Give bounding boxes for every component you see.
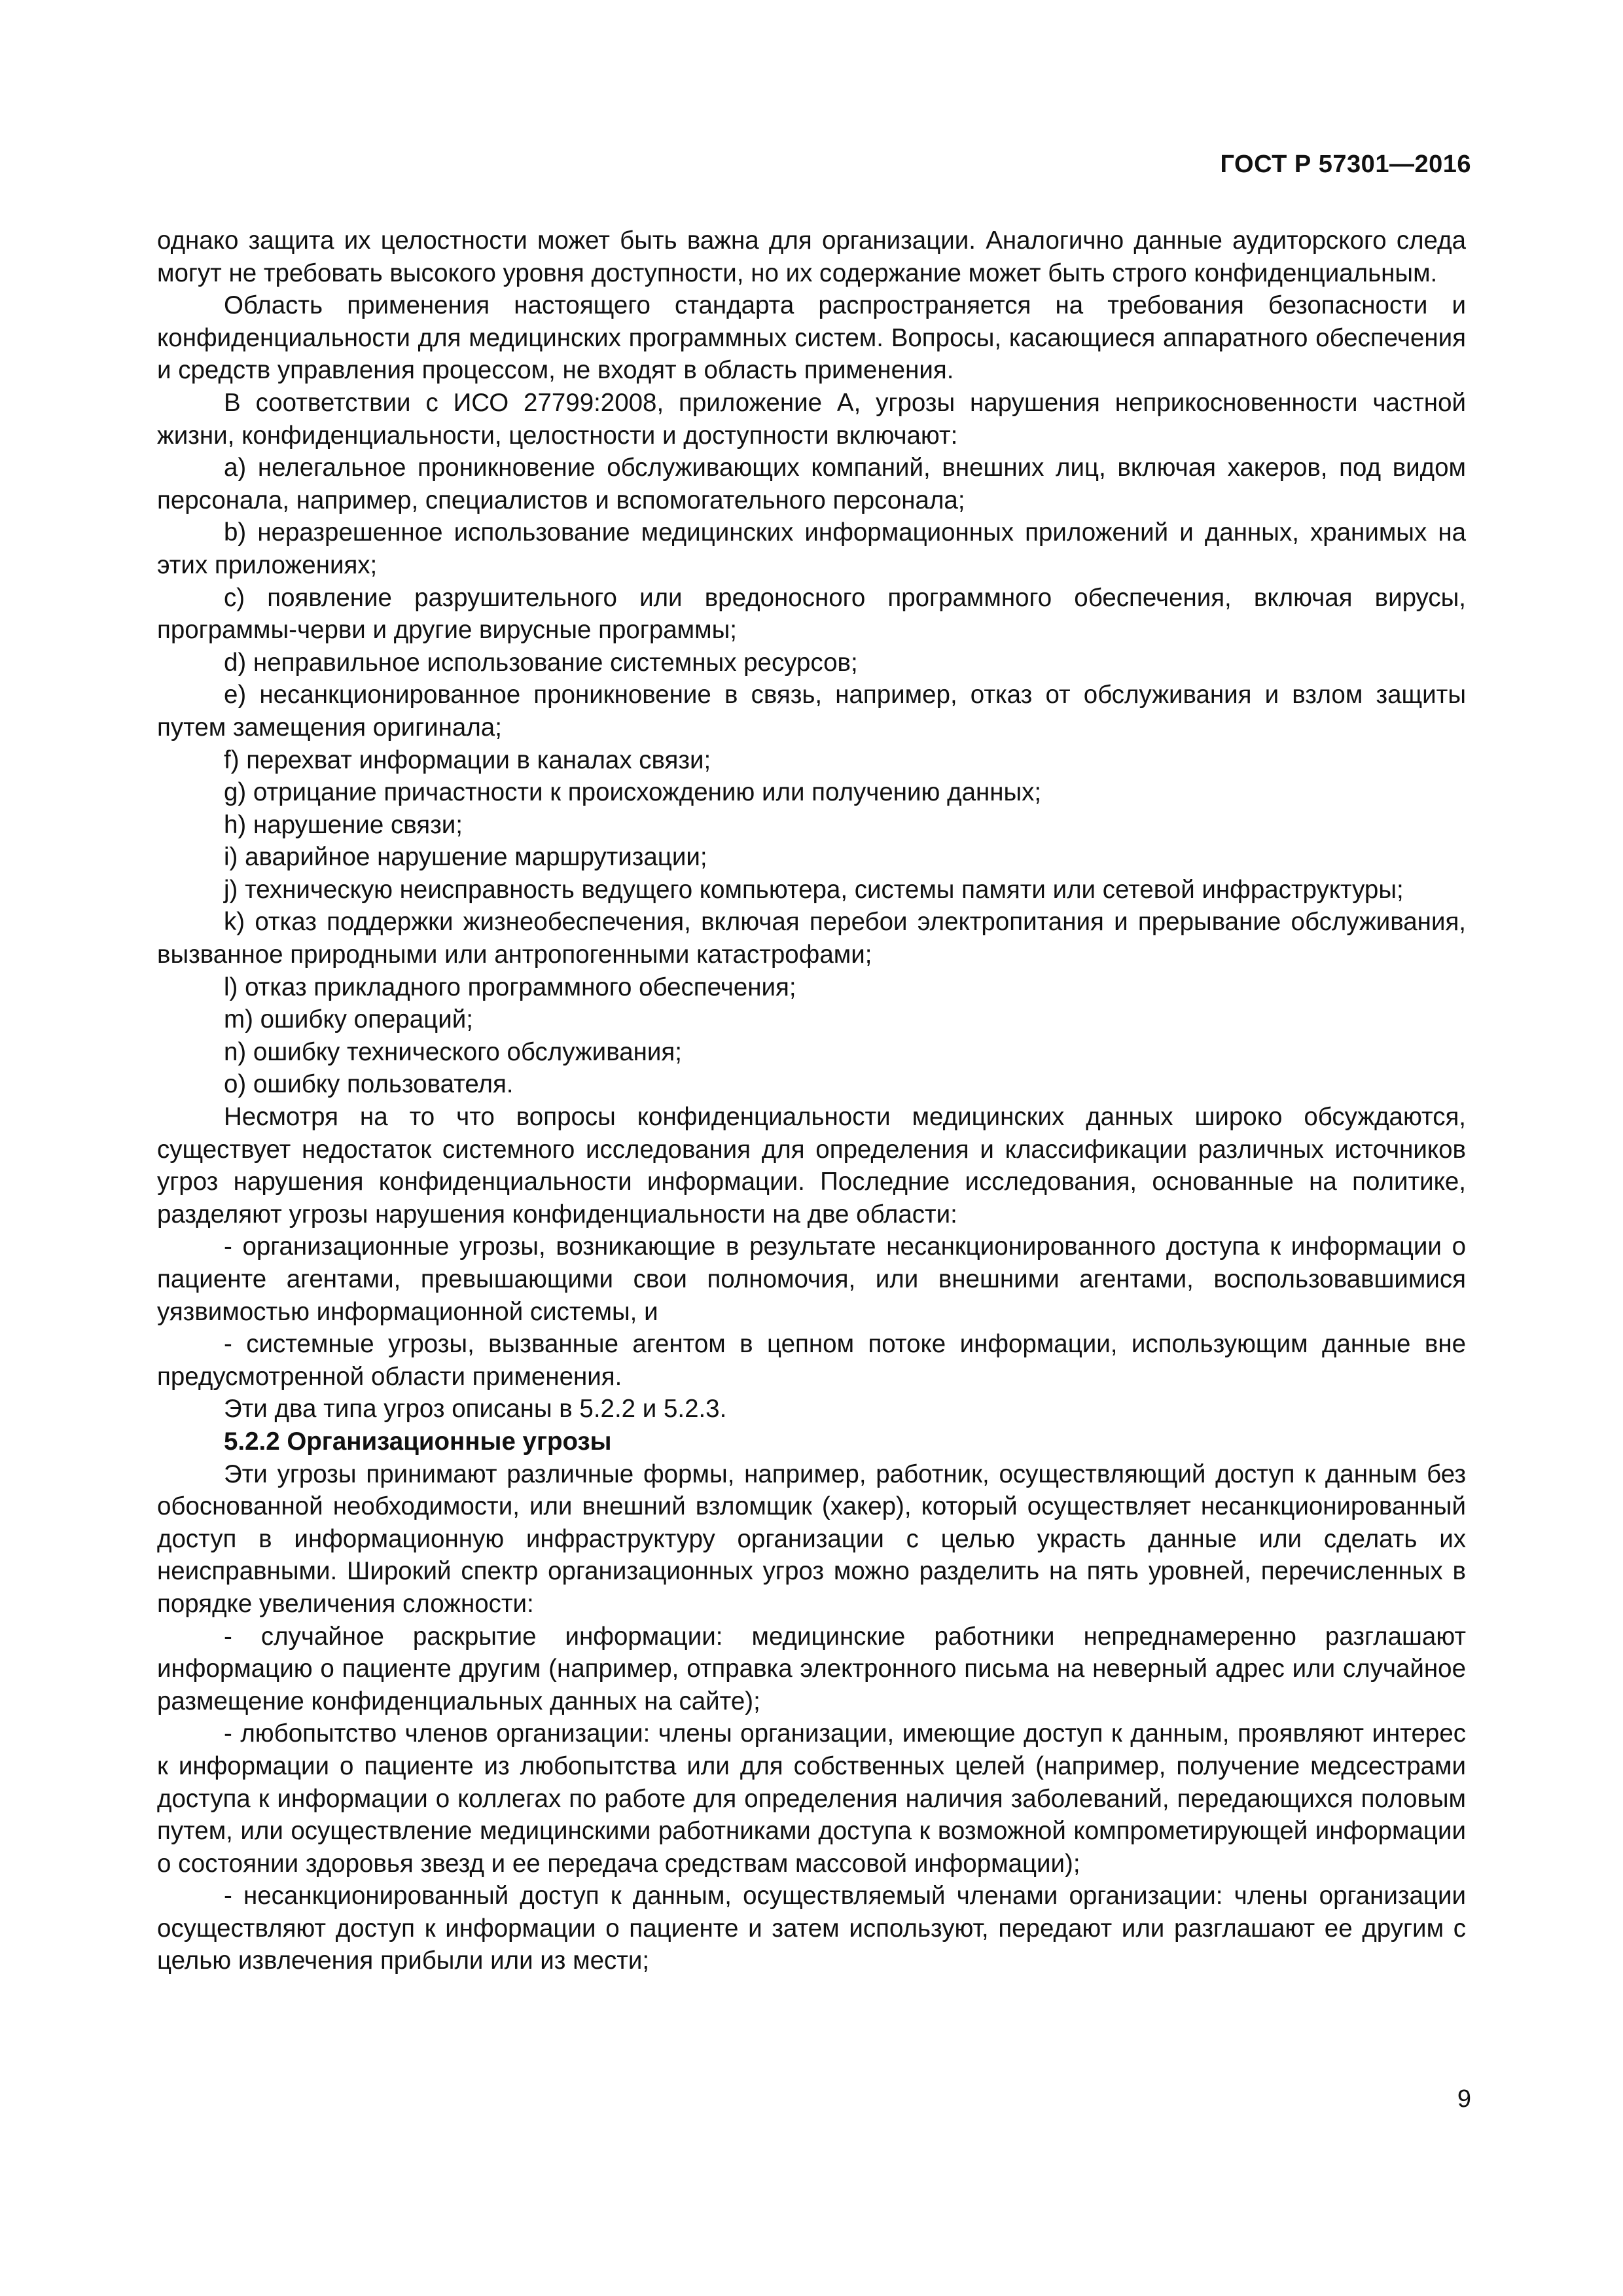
page-number: 9 (1457, 2085, 1471, 2113)
list-item-g: g) отрицание причастности к происхождению или получению данных; (224, 778, 1042, 807)
list-item-d: d) неправильное использование системных ресурсов; (224, 648, 858, 677)
section-heading-5-2-2: 5.2.2 Организационные угрозы (224, 1427, 612, 1456)
list-item-o: o) ошибку пользователя. (224, 1070, 514, 1099)
paragraph-threat-types-ref: Эти два типа угроз описаны в 5.2.2 и 5.2.3. (224, 1395, 727, 1424)
paragraph-threat-forms: Эти угрозы принимают различные формы, например, работник, осуществляющий доступ к данным без обоснованной необходимости, или внешний взломщик (хакер), который осуществляет несанкционированный доступ в информационную инфраструктуру организации с целью украсть данные или сделать их неисправными. Широкий спектр организационных угроз можно разделить на пять уровней, перечисленных в порядке увеличения сложности: (157, 1460, 1466, 1618)
bullet-unauthorized-access: - несанкционированный доступ к данным, осуществляемый членами организации: члены организации осуществляют доступ к информации о пациенте и затем используют, передают или разглашают ее другим с целью извлечения прибыли или из мести; (157, 1882, 1466, 1975)
list-item-b: b) неразрешенное использование медицинских информационных приложений и данных, хранимых на этих приложениях; (157, 518, 1466, 579)
list-item-c: c) появление разрушительного или вредоносного программного обеспечения, включая вирусы, программы-черви и другие вирусные программы; (157, 583, 1466, 645)
bullet-insider-curiosity: - любопытство членов организации: члены организации, имеющие доступ к данным, проявляют интерес к информации о пациенте из любопытства или для собственных целей (например, получение медсестрами доступа к информации о коллегах по работе для определения наличия заболеваний, передающихся половым путем, или осуществление медицинскими работниками доступа к возможной компрометирующей информации о состоянии здоровья звезд и ее передача средствам массовой информации); (157, 1719, 1466, 1878)
list-item-k: k) отказ поддержки жизнеобеспечения, включая перебои электропитания и прерывание обслуживания, вызванное природными или антропогенными катастрофами; (157, 908, 1466, 969)
document-header-standard-code: ГОСТ Р 57301—2016 (1220, 151, 1471, 178)
list-item-n: n) ошибку технического обслуживания; (224, 1037, 682, 1066)
list-item-m: m) ошибку операций; (224, 1005, 473, 1034)
document-body (157, 224, 1466, 1977)
bullet-accidental-disclosure: - случайное раскрытие информации: медицинские работники непреднамеренно разглашают информацию о пациенте другим (например, отправка электронного письма на неверный адрес или случайное размещение конфиденциальных данных на сайте); (157, 1622, 1466, 1715)
list-item-e: e) несанкционированное проникновение в связь, например, отказ от обслуживания и взлом защиты путем замещения оригинала; (157, 681, 1466, 742)
paragraph-continuation: однако защита их целостности может быть важна для организации. Аналогично данные аудиторского следа могут не требовать высокого уровня доступности, но их содержание может быть строго конфиденциальным. (157, 226, 1466, 287)
list-item-f: f) перехват информации в каналах связи; (224, 745, 711, 774)
list-item-h: h) нарушение связи; (224, 810, 463, 839)
bullet-organizational-threats: - организационные угрозы, возникающие в результате несанкционированного доступа к информации о пациенте агентами, превышающими свои полномочия, или внешними агентами, воспользовавшимися уязвимостью информационной системы, и (157, 1232, 1466, 1326)
list-item-j: j) техническую неисправность ведущего компьютера, системы памяти или сетевой инфраструктуры; (224, 875, 1404, 904)
list-item-a: a) нелегальное проникновение обслуживающих компаний, внешних лиц, включая хакеров, под видом персонала, например, специалистов и вспомогательного персонала; (157, 454, 1466, 514)
paragraph-research-gap: Несмотря на то что вопросы конфиденциальности медицинских данных широко обсуждаются, существует недостаток системного исследования для определения и классификации различных источников угроз нарушения конфиденциальности информации. Последние исследования, основанные на политике, разделяют угрозы нарушения конфиденциальности на две области: (157, 1103, 1466, 1229)
list-item-l: l) отказ прикладного программного обеспечения; (224, 973, 796, 1001)
bullet-systemic-threats: - системные угрозы, вызванные агентом в цепном потоке информации, использующим данные вне предусмотренной области применения. (157, 1330, 1466, 1391)
list-item-i: i) аварийное нарушение маршрутизации; (224, 843, 707, 872)
paragraph-scope: Область применения настоящего стандарта распространяется на требования безопасности и конфиденциальности для медицинских программных систем. Вопросы, касающиеся аппаратного обеспечения и средств управления процессом, не входят в область применения. (157, 291, 1466, 385)
paragraph-threats-intro: В соответствии с ИСО 27799:2008, приложение А, угрозы нарушения неприкосновенности частной жизни, конфиденциальности, целостности и доступности включают: (157, 388, 1466, 450)
